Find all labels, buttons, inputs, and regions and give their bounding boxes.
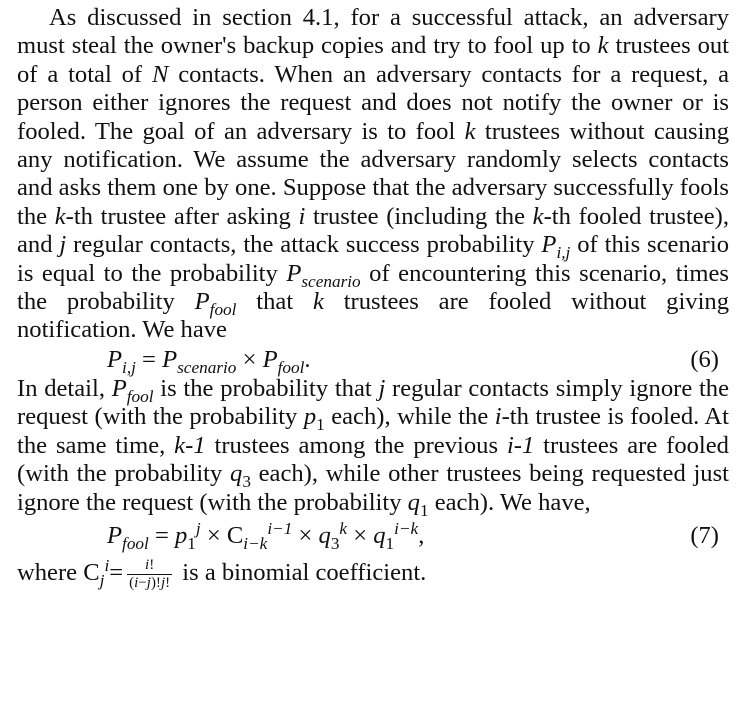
closing-prefix: where (17, 559, 78, 587)
paragraph-2: In detail, $P_{fool}$ is the probability that j regular contacts simply ignore the request (with the probability $p_1$ each), while the i-th trustee is fooled. At the same time, k-1 trustees among the previous i-1 trustees are fooled (with the probability $q_3$ each), while other trustees being requested just ignore the request (with the probability $q_1$ each). We have, (17, 374, 730, 520)
closing-line (17, 557, 729, 592)
equation-6-number: (6) (690, 345, 719, 373)
paper-page (17, 4, 729, 592)
paragraph-1: As discussed in section 4.1, for a successful attack, an adversary must steal the owner's backup copies and try to fool up to k trustees out of a total of N contacts. When an adversary contacts for a request, a person either ignores the request and does not notify the owner or is fooled. The goal of an adversary is to fool k trustees without causing any notification. We assume the adversary randomly selects contacts and asks them one by one. Suppose that the adversary successfully fools the k-th trustee after asking i trustee (including the k-th fooled trustee), and j regular contacts, the attack success probability $P_{i,j}$ of this scenario is equal to the probability $P_{scenario}$ of encountering this scenario, times the probability $P_{fool}$ that k trustees are fooled without giving notification. We have (17, 4, 729, 344)
equation-7-number: (7) (690, 521, 719, 549)
equation-6-body: $P_{i,j} = P_{scenario} \times P_{fool}$. (107, 345, 311, 377)
equation-6 (17, 345, 729, 375)
binomial-symbol: $C_j^i=$ (83, 555, 124, 590)
equation-7-body: $P_{fool} = p_1^j \times C_{i-k}^{i-1} \times q_3^k \times q_1^{i-k}$, (107, 518, 425, 553)
binomial-fraction: $\frac{i!}{(i-j)!j!}$ (129, 556, 171, 591)
closing-suffix: is a binomial coefficient. (182, 559, 427, 587)
equation-7 (17, 518, 729, 553)
